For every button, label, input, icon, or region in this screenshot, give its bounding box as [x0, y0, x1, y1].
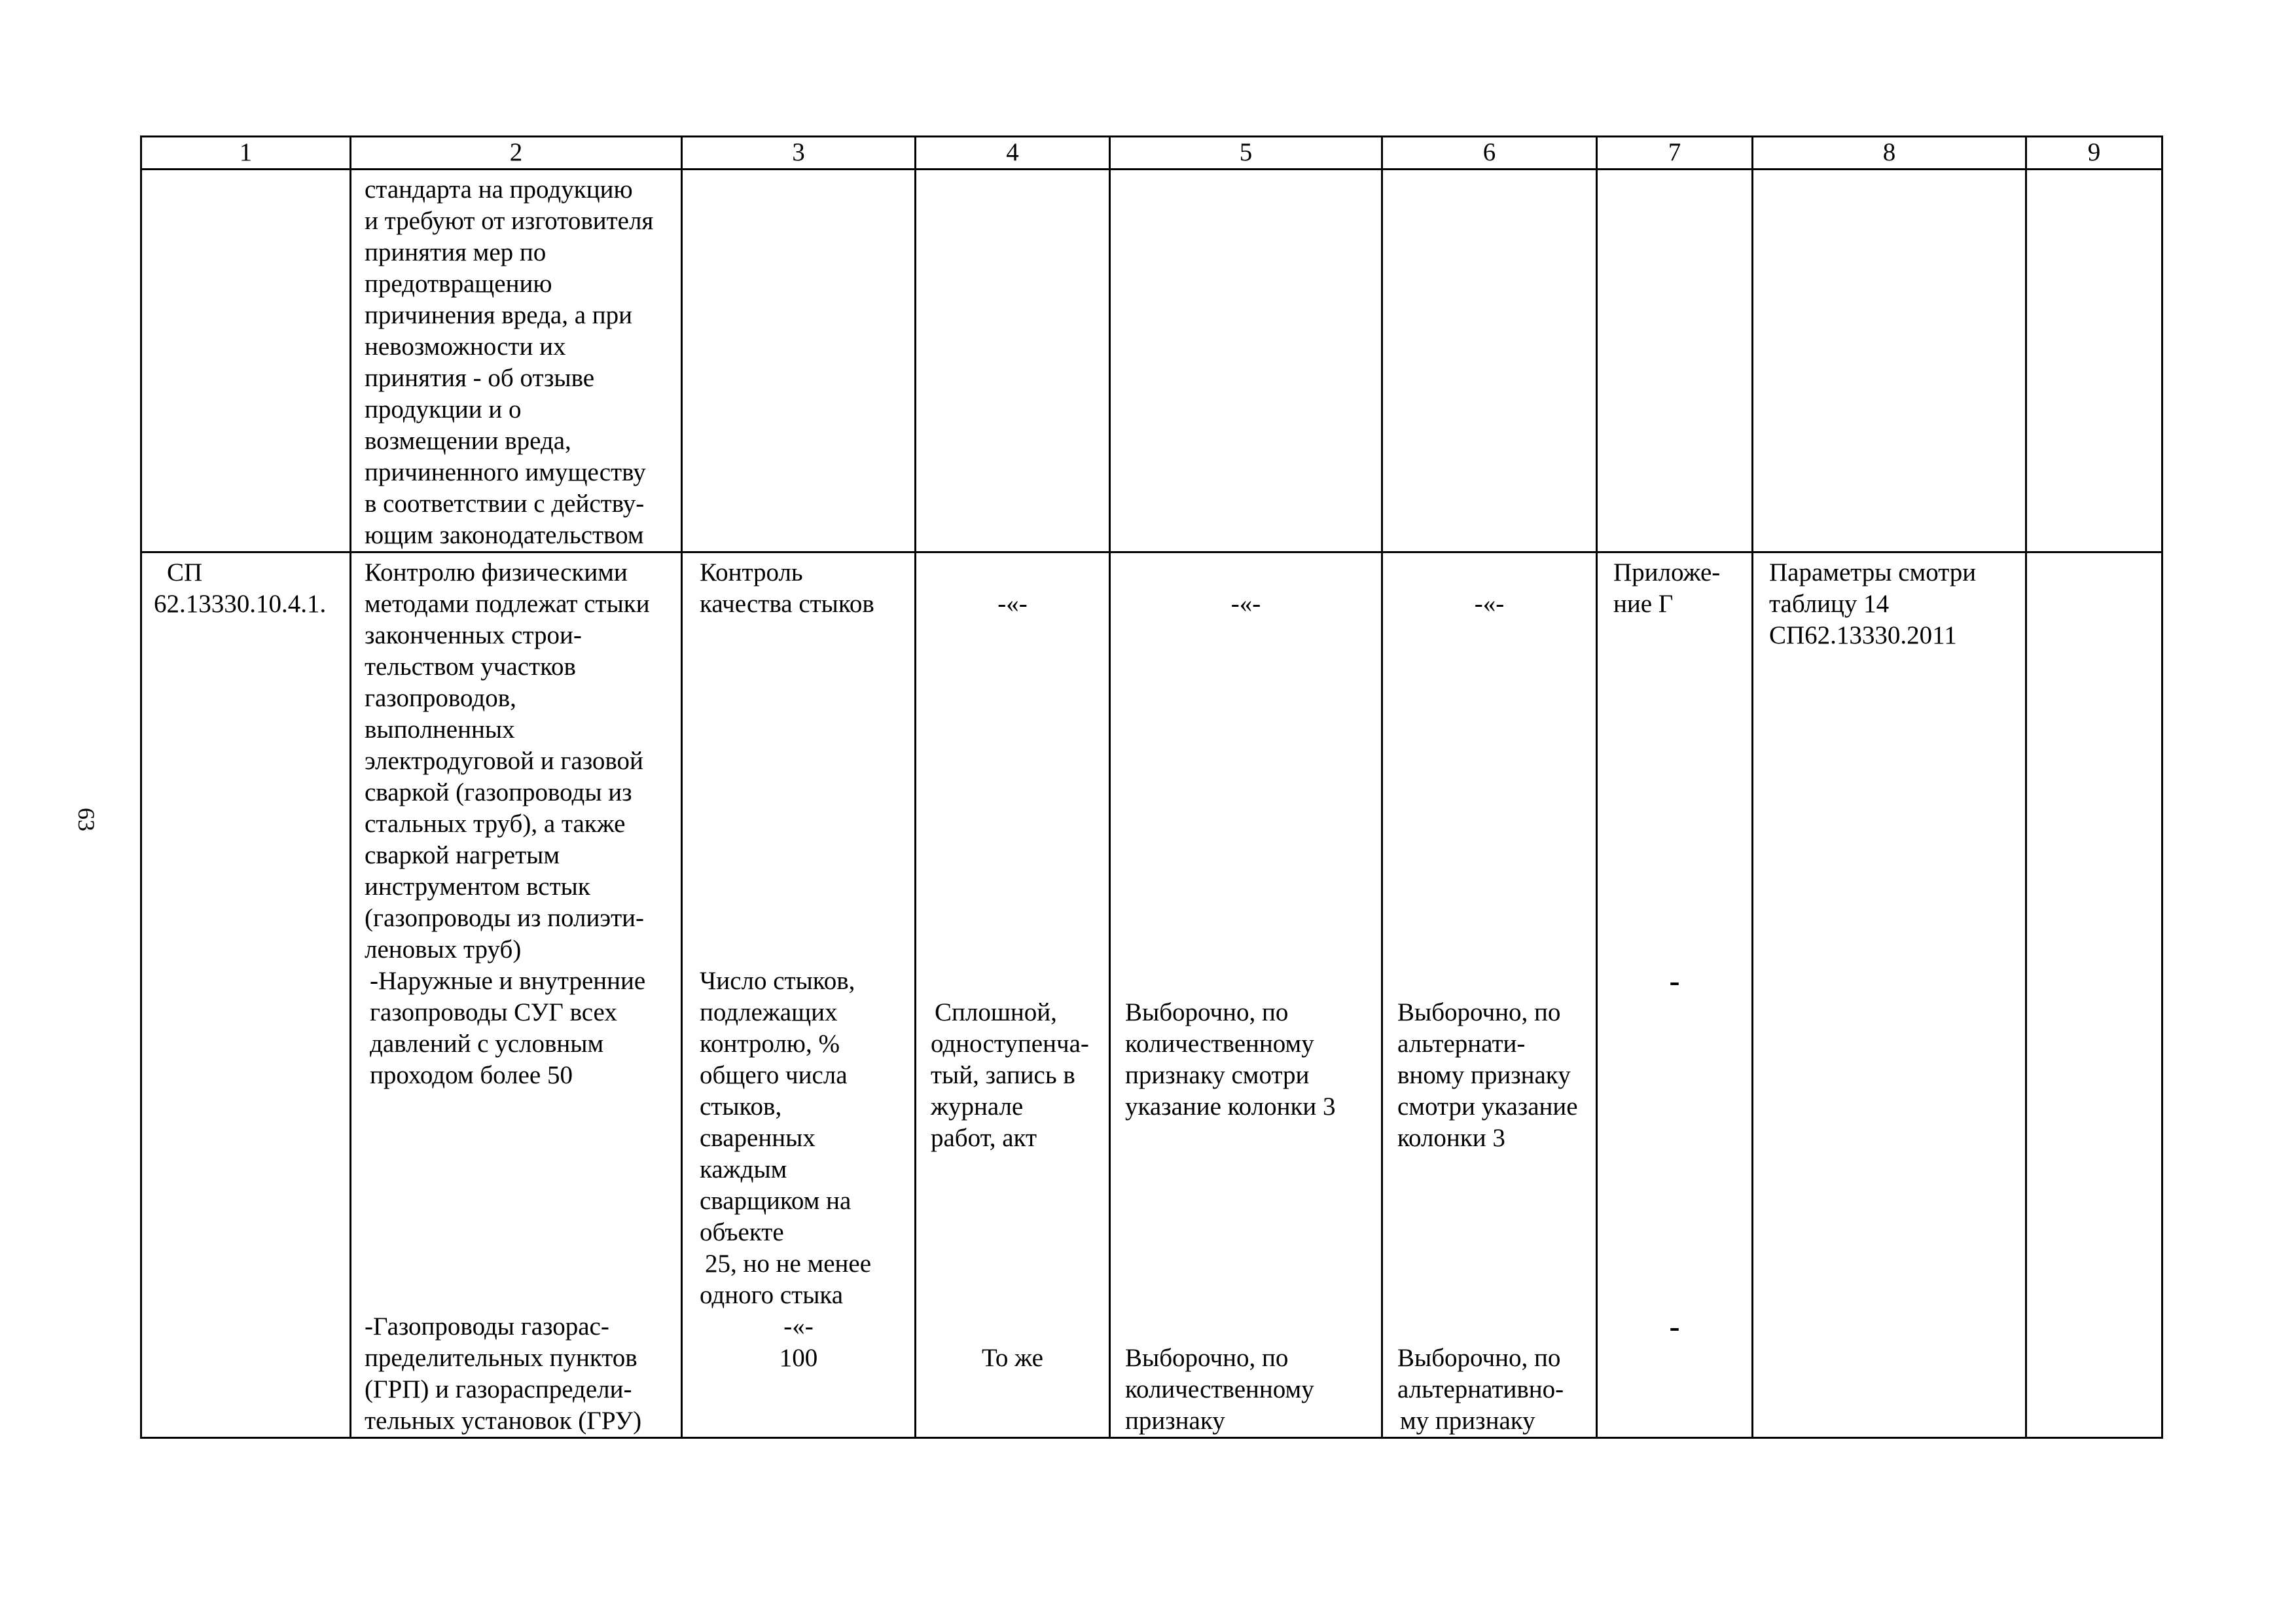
cell-requirement: [351, 552, 682, 1438]
text-line: Выборочно, по: [1397, 1344, 1561, 1372]
text-line: инструментом встык: [365, 873, 590, 901]
text-line: Сплошной,: [935, 998, 1057, 1026]
text-line: контролю, %: [700, 1030, 840, 1058]
text-line: одного стыка: [700, 1281, 844, 1309]
table-row: [141, 170, 2162, 552]
text-line: принятия - об отзыве: [365, 364, 595, 392]
text-line: СП: [167, 558, 203, 586]
text-line: электродуговой и газовой: [365, 747, 643, 775]
text-line: альтернати-: [1397, 1030, 1526, 1058]
column-number: 6: [1382, 137, 1597, 170]
text-line: сваркой нагретым: [365, 841, 560, 869]
text-line: продукции и о: [365, 395, 522, 424]
text-line: Число стыков,: [700, 967, 855, 995]
text-line: журнале: [931, 1092, 1024, 1121]
text-line: Контролю физическими: [365, 558, 628, 586]
column-number: 4: [916, 137, 1110, 170]
text-line: признаку смотри: [1125, 1061, 1310, 1089]
text-line: То же: [982, 1344, 1043, 1372]
text-line: -: [1669, 1309, 1680, 1344]
column-number: 8: [1753, 137, 2026, 170]
column-number: 5: [1110, 137, 1382, 170]
text-line: проходом более 50: [370, 1061, 573, 1089]
text-line: Выборочно, по: [1125, 1344, 1289, 1372]
text-line: подлежащих: [700, 998, 838, 1026]
cell-document-ref: [1597, 552, 1753, 1438]
text-line: сваркой (газопроводы из: [365, 778, 632, 806]
text-line: -«-: [1474, 590, 1505, 618]
page-number: 63: [73, 808, 99, 831]
text-line: признаку: [1125, 1407, 1225, 1435]
text-line: работ, акт: [931, 1124, 1037, 1152]
cell-norm-ref: [141, 552, 351, 1438]
text-line: тельных установок (ГРУ): [365, 1407, 642, 1435]
text-line: леновых труб): [365, 935, 522, 964]
text-line: принятия мер по: [365, 238, 547, 266]
text-line: указание колонки 3: [1125, 1092, 1336, 1121]
text-line: 25, но не менее: [705, 1250, 872, 1278]
text-line: альтернативно-: [1397, 1375, 1564, 1403]
text-line: тельством участков: [365, 653, 576, 681]
text-line: -: [1669, 964, 1680, 998]
text-line: стальных труб), а также: [365, 810, 626, 838]
column-number: 3: [682, 137, 916, 170]
text-line: -Наружные и внутренние: [370, 967, 646, 995]
text-line: Контроль: [700, 558, 803, 586]
text-line: тый, запись в: [931, 1061, 1075, 1089]
text-line: смотри указание: [1397, 1092, 1578, 1121]
text-line: Приложе-: [1613, 558, 1721, 586]
text-line: колонки 3: [1397, 1124, 1505, 1152]
text-line: Параметры смотри: [1769, 558, 1977, 586]
text-line: возмещении вреда,: [365, 427, 571, 455]
text-line: Выборочно, по: [1397, 998, 1561, 1026]
text-line: одноступенча-: [931, 1030, 1089, 1058]
text-line: причинения вреда, а при: [365, 301, 633, 329]
cell-sampling-alt: [1382, 552, 1597, 1438]
text-line: (газопроводы из полиэти-: [365, 904, 645, 932]
text-line: (ГРП) и газораспредели-: [365, 1375, 632, 1403]
cell-requirement: [351, 170, 682, 552]
text-line: и требуют от изготовителя: [365, 207, 654, 235]
column-number: 2: [351, 137, 682, 170]
text-line: пределительных пунктов: [365, 1344, 637, 1372]
text-line: выполненных: [365, 715, 515, 744]
cell-norm-ref: [141, 170, 351, 552]
text-line: причиненного имуществу: [365, 458, 646, 486]
text-line: количественному: [1125, 1375, 1314, 1403]
text-line: вному признаку: [1397, 1061, 1571, 1089]
text-line: сварщиком на: [700, 1187, 852, 1215]
text-line: ющим законодательством: [365, 521, 644, 549]
text-line: таблицу 14: [1769, 590, 1890, 618]
text-line: количественному: [1125, 1030, 1314, 1058]
text-line: -Газопроводы газорас-: [365, 1312, 609, 1341]
column-number: 7: [1597, 137, 1753, 170]
requirements-table: [140, 135, 2163, 1439]
text-line: 62.13330.10.4.1.: [154, 590, 327, 618]
text-line: 100: [779, 1344, 818, 1372]
text-line: методами подлежат стыки: [365, 590, 650, 618]
text-line: Выборочно, по: [1125, 998, 1289, 1026]
text-line: -«-: [1230, 590, 1261, 618]
text-line: СП62.13330.2011: [1769, 621, 1957, 649]
text-line: -«-: [997, 590, 1028, 618]
text-line: невозможности их: [365, 333, 566, 361]
text-line: стандарта на продукцию: [365, 175, 633, 204]
cell-parameters: [1753, 552, 2026, 1438]
text-line: качества стыков: [700, 590, 874, 618]
text-line: общего числа: [700, 1061, 848, 1089]
text-line: газопроводы СУГ всех: [370, 998, 617, 1026]
text-line: стыков,: [700, 1092, 782, 1121]
cell-sampling: [1110, 552, 1382, 1438]
text-line: предотвращению: [365, 270, 552, 298]
text-line: газопроводов,: [365, 684, 516, 712]
text-line: -«-: [783, 1312, 814, 1341]
text-line: в соответствии с действу-: [365, 490, 645, 518]
text-line: ние Г: [1613, 590, 1674, 618]
text-line: объекте: [700, 1218, 784, 1246]
table-row: [141, 552, 2162, 1438]
cell-control-method: [916, 552, 1110, 1438]
column-number-row: [141, 137, 2162, 170]
column-number: 1: [141, 137, 351, 170]
text-line: давлений с условным: [370, 1030, 604, 1058]
text-line: законченных строи-: [365, 621, 582, 649]
text-line: каждым: [700, 1155, 787, 1183]
text-line: му признаку: [1400, 1407, 1535, 1435]
column-number: 9: [2026, 137, 2162, 170]
text-line: сваренных: [700, 1124, 816, 1152]
cell-control-object: [682, 552, 916, 1438]
